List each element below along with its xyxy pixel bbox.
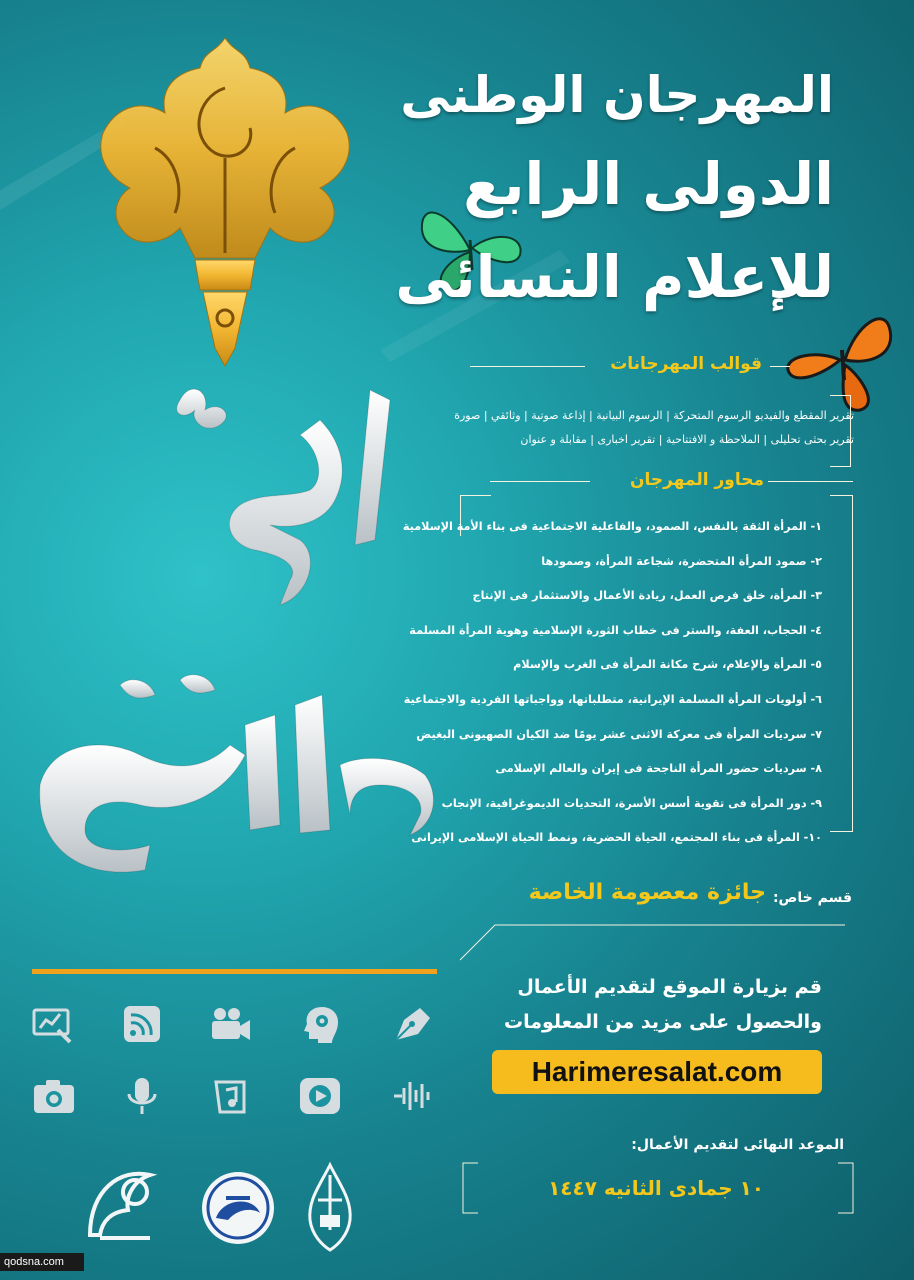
visit-text (462, 970, 822, 1040)
special-label: قسم خاص: (772, 890, 852, 906)
watermark: qodsna.com (0, 1253, 84, 1271)
topic-item: ١- المرأة الثقة بالنفس، الصمود، والفاعلية الاجتماعية فی بناء الأمة الإسلامية (402, 520, 822, 533)
website-link[interactable]: Harimeresalat.com (492, 1050, 822, 1094)
topic-item: ٢- صمود المرأة المتحضرة، شجاعة المرأة، وصمودها (541, 554, 822, 568)
topics-line-right (768, 481, 853, 482)
festival-logo (80, 1160, 165, 1245)
calligraphy-harim (150, 380, 410, 620)
sound-wave-icon (392, 1076, 436, 1116)
topic-item: ٤- الحجاب، العفة، والستر فی خطاب الثورة الإسلامية وهوية المرأة المسلمة (409, 623, 822, 637)
topic-item: ٩- دور المرأة فی تقوية أسس الأسرة، التحديات الديموغرافية، الإنجاب (441, 796, 822, 810)
topic-item: ٥- المرأة والإعلام، شرح مكانة المرأة فی الغرب والإسلام (513, 658, 822, 672)
formats-heading: قوالب المهرجانات (610, 354, 762, 374)
topics-list (402, 510, 822, 856)
calligraphy-resalat (30, 655, 450, 885)
formats-row-1: تقرير المقطع والفيديو الرسوم المتحركة | الرسوم البيانية | إذاعة صوتية | وثائقي | صورة (454, 409, 854, 422)
topic-item: ٣- المرأة، خلق فرص العمل، ريادة الأعمال والاستثمار فی الإنتاج (472, 589, 822, 603)
rss-icon (120, 1004, 164, 1044)
play-icon (298, 1076, 342, 1116)
head-gear-icon (300, 1004, 344, 1044)
topics-heading: محاور المهرجان (630, 470, 764, 490)
visit-line-1: قم بزيارة الموقع لتقديم الأعمال (517, 976, 822, 998)
music-note-icon (208, 1076, 252, 1116)
topic-item: ١٠- المرأة فی بناء المجتمع، الحياة الحضرية، ونمط الحياة الإسلامی الإيرانی (411, 831, 822, 845)
formats-list (454, 404, 854, 452)
formats-row-2: تقرير بحثى تحليلى | الملاحظة و الافتتاحية | تقرير اخبارى | مقابلة و عنوان (520, 433, 854, 446)
topics-bracket-right (830, 495, 853, 832)
deadline-label: الموعد النهائی لتقديم الأعمال: (631, 1137, 844, 1153)
topic-item: ٧- سرديات المرأة فی معركة الاثنی عشر يومًا ضد الكيان الصهيونی البغيض (416, 727, 822, 741)
title-line-2: الدولی الرابع (463, 150, 834, 218)
formats-line-right (770, 366, 790, 367)
pen-emblem-logo (85, 28, 365, 368)
orange-divider (32, 969, 437, 974)
topic-item: ٦- أولويات المرأة المسلمة الإيرانية، متطلباتها، وواجباتها الفردية والاجتماعية (403, 692, 822, 706)
topic-item: ٨- سرديات حضور المرأة الناجحة فی إيران والعالم الإسلامی (495, 762, 822, 776)
video-camera-icon (208, 1004, 252, 1044)
deadline-bracket (458, 1158, 858, 1218)
title-line-1: المهرجان الوطنی (400, 66, 834, 124)
topics-line-left (490, 481, 590, 482)
resalat-logo (198, 1168, 278, 1248)
special-connector (455, 905, 855, 965)
camera-icon (32, 1076, 76, 1116)
chart-icon (30, 1004, 74, 1044)
pen-nib-icon (390, 1004, 434, 1044)
microphone-icon (120, 1076, 164, 1116)
irgc-logo (300, 1160, 360, 1255)
title-line-3: للإعلام النسائی (395, 243, 834, 311)
visit-line-2: والحصول على مزيد من المعلومات (503, 1011, 822, 1033)
deadline-date: ١٠ جمادى الثانيه ١٤٤٧ (548, 1176, 764, 1200)
special-award: جائزة معصومة الخاصة (528, 880, 766, 905)
formats-line-left (470, 366, 585, 367)
